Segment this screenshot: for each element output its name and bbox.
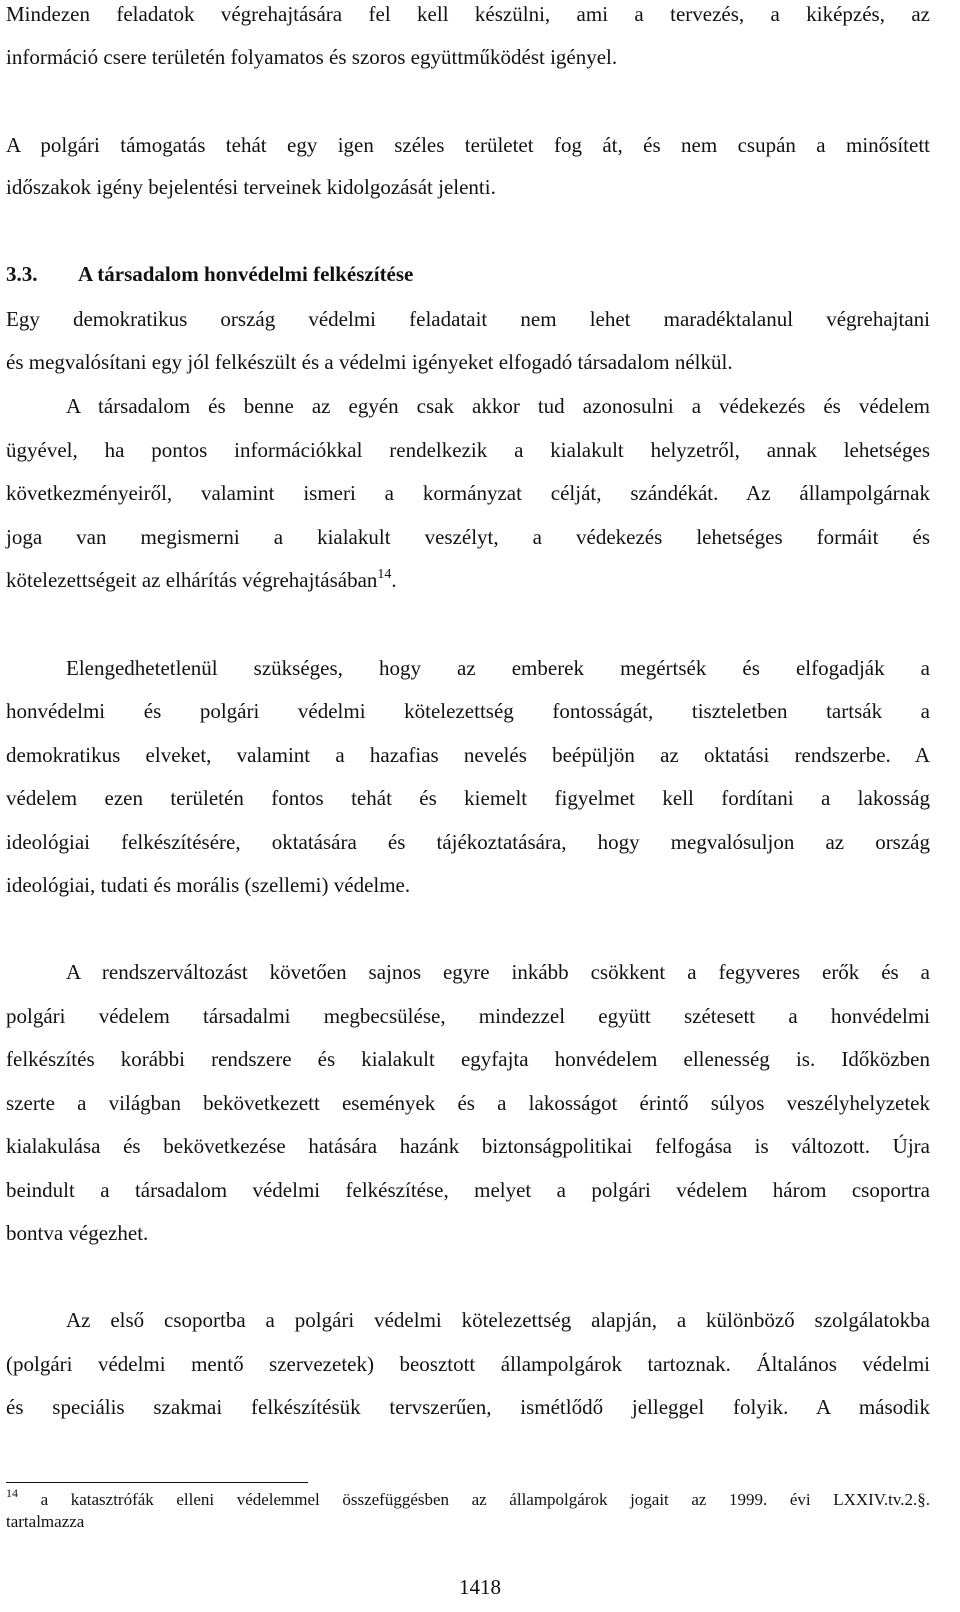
paragraph-6-line-3: felkészítés korábbi rendszere és kialakult egyfajta honvédelem ellenesség is. Időközben [6, 1047, 930, 1071]
paragraph-4-line-2: ügyével, ha pontos információkkal rendelkezik a kialakult helyzetről, annak lehetséges [6, 438, 930, 462]
footnote-reference[interactable]: 14 [377, 567, 392, 582]
paragraph-6-line-4: szerte a világban bekövetkezett események és a lakosságot érintő súlyos veszélyhelyzetek [6, 1091, 930, 1115]
paragraph-7-line-1: Az első csoportba a polgári védelmi kötelezettség alapján, a különböző szolgálatokba [66, 1308, 930, 1332]
paragraph-6-line-1: A rendszerváltozást követően sajnos egyre inkább csökkent a fegyveres erők és a [66, 960, 930, 984]
section-number: 3.3. [6, 262, 38, 286]
paragraph-2-line-2: időszakok igény bejelentési terveinek kidolgozását jelenti. [6, 175, 496, 199]
paragraph-6-line-5: kialakulása és bekövetkezése hatására hazánk biztonságpolitikai felfogása is változott. Újra [6, 1134, 930, 1158]
paragraph-4-line-1: A társadalom és benne az egyén csak akkor tud azonosulni a védekezés és védelem [66, 394, 930, 418]
paragraph-3-line-1: Egy demokratikus ország védelmi feladatait nem lehet maradéktalanul végrehajtani [6, 307, 930, 331]
footnote-separator [6, 1482, 308, 1483]
paragraph-7-line-2: (polgári védelmi mentő szervezetek) beosztott állampolgárok tartoznak. Általános védelmi [6, 1352, 930, 1376]
paragraph-5-line-3: demokratikus elveket, valamint a hazafias nevelés beépüljön az oktatási rendszerbe. A [6, 743, 930, 767]
footnote-number: 14 [6, 1486, 18, 1500]
paragraph-6-line-7: bontva végezhet. [6, 1221, 149, 1245]
paragraph-5-line-2: honvédelmi és polgári védelmi kötelezettség fontosságát, tiszteletben tartsák a [6, 699, 930, 723]
paragraph-6-line-6: beindult a társadalom védelmi felkészítése, melyet a polgári védelem három csoportra [6, 1178, 930, 1202]
paragraph-5-line-6: ideológiai, tudati és morális (szellemi) védelme. [6, 873, 411, 897]
footnote-text: a katasztrófák elleni védelemmel összefüggésben az állampolgárok jogait az 1999. évi LXXIV.tv.2.§. [40, 1490, 931, 1509]
paragraph-4-line-3: következményeiről, valamint ismeri a kormányzat célját, szándékát. Az állampolgárnak [6, 481, 930, 505]
paragraph-1-line-1: Mindezen feladatok végrehajtására fel kell készülni, ami a tervezés, a kiképzés, az [6, 2, 930, 26]
page-number: 1418 [459, 1575, 501, 1599]
paragraph-2-line-1: A polgári támogatás tehát egy igen széles területet fog át, és nem csupán a minősített [6, 133, 930, 157]
footnote-line-1 [6, 1486, 931, 1511]
paragraph-5-line-5: ideológiai felkészítésére, oktatására és tájékoztatására, hogy megvalósuljon az ország [6, 830, 930, 854]
paragraph-4-line-4: joga van megismerni a kialakult veszélyt, a védekezés lehetséges formáit és [6, 525, 930, 549]
paragraph-6-line-2: polgári védelem társadalmi megbecsülése, mindezzel együtt szétesett a honvédelmi [6, 1004, 930, 1028]
paragraph-1-line-2: információ csere területén folyamatos és szoros együttműködést igényel. [6, 45, 618, 69]
paragraph-4-end-punct: . [391, 568, 397, 592]
paragraph-5-line-1: Elengedhetetlenül szükséges, hogy az emberek megértsék és elfogadják a [66, 656, 930, 680]
paragraph-3-line-2: és megvalósítani egy jól felkészült és a védelmi igényeket elfogadó társadalom nélkül. [6, 350, 733, 374]
paragraph-7-line-3: és speciális szakmai felkészítésük tervszerűen, ismétlődő jelleggel folyik. A második [6, 1395, 930, 1419]
footnote-line-2: tartalmazza [6, 1512, 85, 1531]
paragraph-4-line-5-text: kötelezettségeit az elhárítás végrehajtásában [6, 568, 378, 592]
section-heading [6, 260, 413, 288]
paragraph-5-line-4: védelem ezen területén fontos tehát és kiemelt figyelmet kell fordítani a lakosság [6, 786, 930, 810]
section-title: A társadalom honvédelmi felkészítése [78, 262, 414, 286]
paragraph-4-line-5 [6, 566, 930, 594]
